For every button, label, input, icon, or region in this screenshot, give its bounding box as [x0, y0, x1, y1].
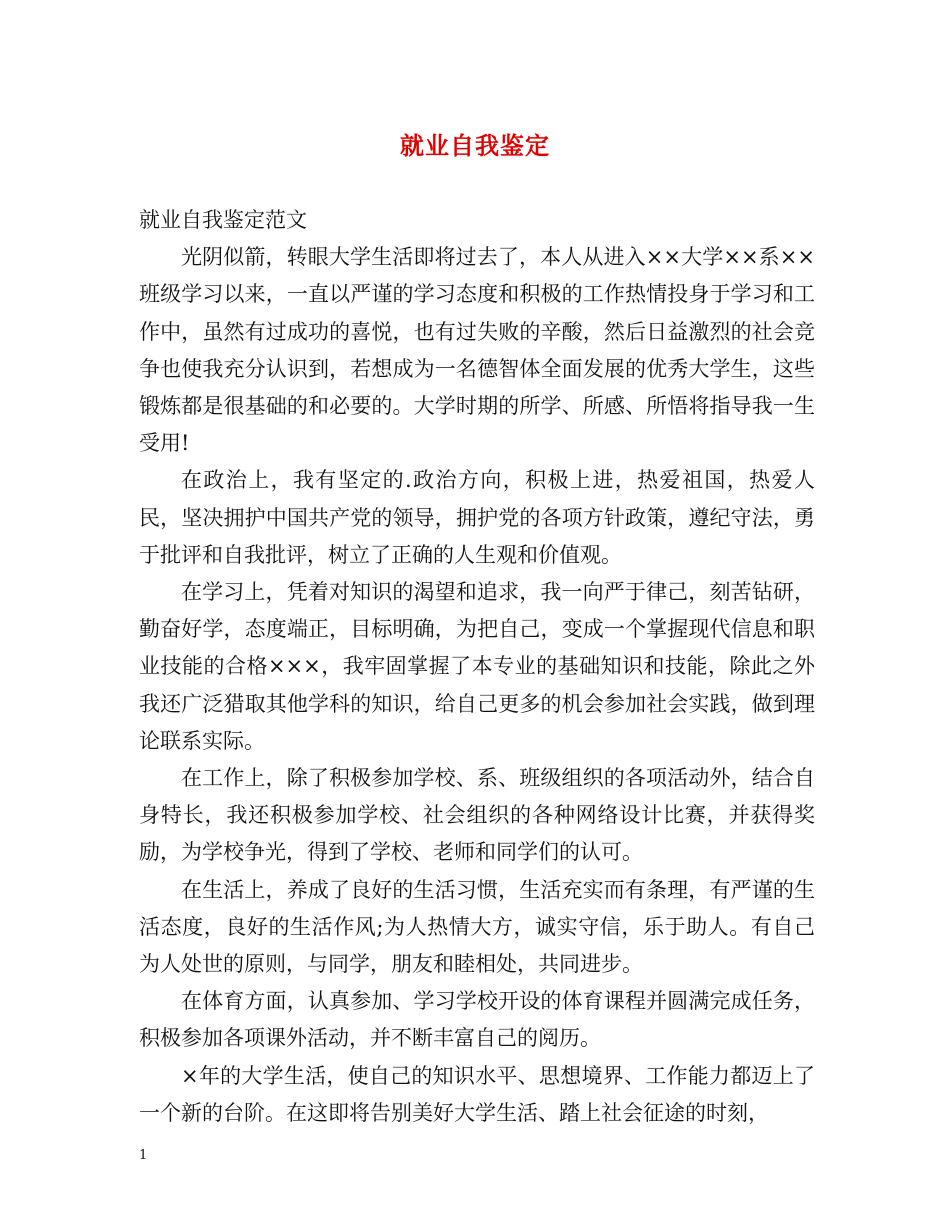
paragraph-study: 在学习上，凭着对知识的渴望和追求，我一向严于律己，刻苦钻研，勤奋好学，态度端正，目标明确，为把自己，变成一个掌握现代信息和职业技能的合格×××，我牢固掌握了本专业的基础知识和技能，除此之外我还广泛猎取其他学科的知识，给自己更多的机会参加社会实践，做到理论联系实际。: [139, 580, 815, 753]
page-number: 1: [139, 1148, 148, 1163]
paragraph-work: 在工作上，除了积极参加学校、系、班级组织的各项活动外，结合自身特长，我还积极参加学校、社会组织的各种网络设计比赛，并获得奖励，为学校争光，得到了学校、老师和同学们的认可。: [139, 766, 815, 865]
document-title: 就业自我鉴定: [400, 131, 550, 160]
paragraph-politics: 在政治上，我有坚定的.政治方向，积极上进，热爱祖国，热爱人民，坚决拥护中国共产党的领导，拥护党的各项方针政策，遵纪守法，勇于批评和自我批评，树立了正确的人生观和价值观。: [139, 468, 815, 567]
document-body: [139, 202, 815, 1132]
document-subtitle: 就业自我鉴定范文: [139, 208, 307, 232]
paragraph-summary: ×年的大学生活，使自己的知识水平、思想境界、工作能力都迈上了一个新的台阶。在这即将告别美好大学生活、踏上社会征途的时刻，: [139, 1063, 815, 1125]
paragraph-intro: 光阴似箭，转眼大学生活即将过去了，本人从进入××大学××系××班级学习以来，一直以严谨的学习态度和积极的工作热情投身于学习和工作中，虽然有过成功的喜悦，也有过失败的辛酸，然后日益激烈的社会竞争也使我充分认识到，若想成为一名德智体全面发展的优秀大学生，这些锻炼都是很基础的和必要的。大学时期的所学、所感、所悟将指导我一生受用!: [139, 245, 815, 456]
paragraph-life: 在生活上，养成了良好的生活习惯，生活充实而有条理，有严谨的生活态度，良好的生活作风;为人热情大方，诚实守信，乐于助人。有自己为人处世的原则，与同学，朋友和睦相处，共同进步。: [139, 877, 815, 977]
paragraph-sports: 在体育方面，认真参加、学习学校开设的体育课程并圆满完成任务，积极参加各项课外活动，并不断丰富自己的阅历。: [139, 989, 815, 1051]
